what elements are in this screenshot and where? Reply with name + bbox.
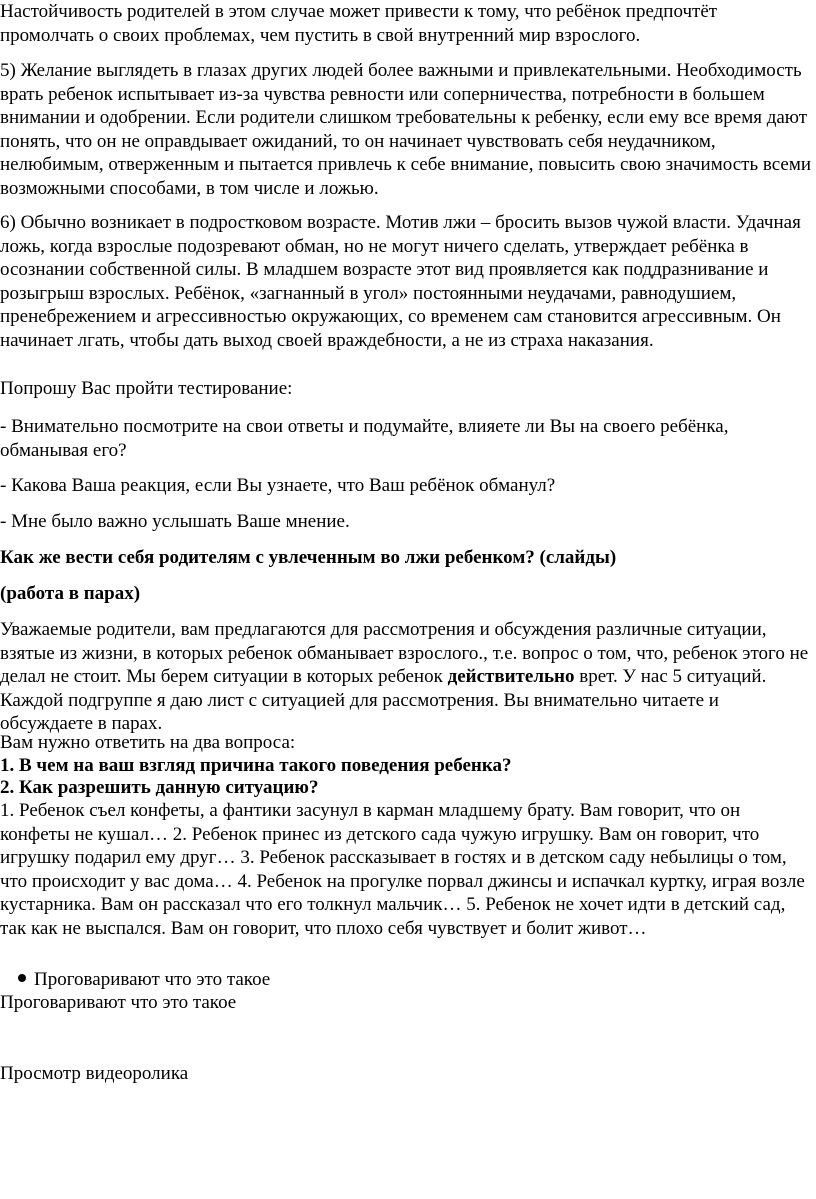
bullet-item-label: Проговаривают что это такое (34, 969, 271, 990)
paragraph-repeat: Проговаривают что это такое (0, 992, 237, 1013)
paragraph-intro: Настойчивость родителей в этом случае может привести к тому, что ребёнок предпочтёт промолчать о своих проблемах, чем пустить в свой внутренний мир взрослого. (0, 1, 718, 46)
bullet-dot-icon (18, 974, 26, 982)
paragraph-dear-parents-part-a: Уважаемые родители, вам предлагаются для рассмотрения и обсуждения различные ситуации, взятые из жизни, в которых ребенок обманывает взрослого., т.е. вопрос о том, что, ребенок этого не делал не стоит. Мы берем ситуации в которых ребенок (0, 619, 809, 687)
paragraph-testing: Попрошу Вас пройти тестирование: (0, 378, 293, 399)
paragraph-video: Просмотр видеоролика (0, 1063, 189, 1084)
question-1: - Внимательно посмотрите на свои ответы и подумайте, влияете ли Вы на своего ребёнка, обманывая его? (0, 416, 729, 461)
paragraph-answer-two: Вам нужно ответить на два вопроса: (0, 732, 296, 753)
question-2: - Какова Ваша реакция, если Вы узнаете, что Ваш ребёнок обманул? (0, 475, 556, 496)
paragraph-situations: 1. Ребенок съел конфеты, а фантики засунул в карман младшему брату. Вам говорит, что он конфеты не кушал… 2. Ребенок принес из детского сада чужую игрушку. Вам он говорит, что игрушку подарил ему друг… 3. Ребенок рассказывает в гостях и в детском саду небылицы о том, что происходит у вас дома… 4. Ребенок на прогулке порвал джинсы и испачкал куртку, играя возле кустарника. Вам он рассказал что его толкнул мальчик… 5. Ребенок не хочет идти в детский сад, так как не выспался. Вам он говорит, что плохо себя чувствует и болит живот… (0, 800, 805, 939)
paragraph-dear-parents (0, 618, 814, 736)
bullet-list-item (18, 968, 798, 992)
bold-question-1: 1. В чем на ваш взгляд причина такого поведения ребенка? (0, 755, 512, 776)
paragraph-dear-parents-emphasis: действительно (447, 666, 575, 687)
question-3: - Мне было важно услышать Ваше мнение. (0, 511, 350, 532)
heading-how-to-behave: Как же вести себя родителям с увлеченным во лжи ребенком? (слайды) (0, 547, 617, 568)
paragraph-reason-5: 5) Желание выглядеть в глазах других людей более важными и привлекательными. Необходимость врать ребенок испытывает из-за чувства ревности или соперничества, потребности в большем внимании и одобрении. Если родители слишком требовательны к ребенку, если ему все время дают понять, что он не оправдывает ожиданий, то он начинает чувствовать себя неудачником, нелюбимым, отверженным и пытается привлечь к себе внимание, повысить свою значимость всеми возможными способами, в том числе и ложью. (0, 60, 812, 199)
paragraph-reason-6: 6) Обычно возникает в подростковом возрасте. Мотив лжи – бросить вызов чужой власти. Удачная ложь, когда взрослые подозревают обман, но не могут ничего сделать, утверждает ребёнка в осознании собственной силы. В младшем возрасте этот вид проявляется как поддразнивание и розыгрыш взрослых. Ребёнок, «загнанный в угол» постоянными неудачами, равнодушием, пренебрежением и агрессивностью окружающих, со временем сам становится агрессивным. Он начинает лгать, чтобы дать выход своей враждебности, а не из страха наказания. (0, 212, 801, 351)
bold-question-2: 2. Как разрешить данную ситуацию? (0, 777, 319, 798)
paragraph-dear-parents-part-b: врет. У нас 5 ситуаций. Каждой подгруппе я даю лист с ситуацией для рассмотрения. Вы внимательно читаете и обсуждаете в парах. (0, 666, 767, 734)
heading-pair-work: (работа в парах) (0, 583, 141, 604)
